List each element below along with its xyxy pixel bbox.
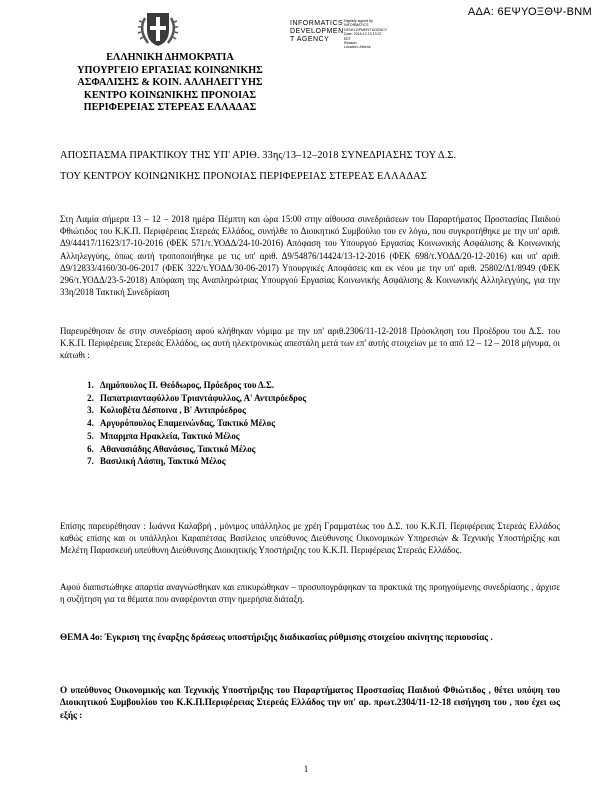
member-item: 2. Παπατριανταφύλλου Τριαντάφυλλος, Α' Αντιπρόεδρος bbox=[96, 392, 306, 405]
title-line-1: ΑΠΟΣΠΑΣΜΑ ΠΡΑΚΤΙΚΟΥ ΤΗΣ ΥΠ' ΑΡΙΘ. 33ης/13–12–2018 ΣΥΝΕΔΡΙΑΣΗΣ ΤΟΥ Δ.Σ. bbox=[60, 150, 457, 161]
officer-paragraph: Ο υπεύθυνος Οικονομικής και Τεχνικής Υποστήριξης του Παραρτήματος Προστασίας Παιδιού Φθιώτιδος , θέτει υπόψη του Διοικητικού Συμβουλίου του Κ.Κ.Π.Περιφέρειας Στερεάς Ελλάδος την υπ' αρ. πρωτ.2304/11-12-18 εισήγηση του , που έχει ως εξής : bbox=[60, 685, 560, 720]
stamp-line: Date: 2018.12.13 13:37 bbox=[344, 32, 382, 37]
agenda-topic bbox=[60, 631, 560, 643]
member-item: 7. Βασιλική Λάσπη, Τακτικό Μέλος bbox=[96, 455, 306, 468]
quorum-paragraph: Αφού διαπιστώθηκε απαρτία αναγνώσθηκαν και επικυρώθηκαν – προσυπογράφηκαν τα πρακτικά της προηγούμενης συνεδρίασης , άρχισε η συζήτηση για τα θέματα που αναφέρονται στην ημερήσια διάταξη. bbox=[60, 582, 560, 605]
stamp-label-line: T AGENCY bbox=[290, 36, 330, 43]
stamp-line: DEVELOPMENT AGENCY bbox=[344, 27, 388, 32]
stamp-line: Reason: bbox=[344, 41, 358, 46]
member-item: 1. Δημόπουλος Π. Θεόδωρος, Πρόεδρος του Δ.Σ. bbox=[96, 379, 306, 392]
topic-text: Έγκριση της έναρξης δράσεως υποστήριξης διαδικασίας ρύθμισης στοιχείου ακίνητης περιουσίας . bbox=[104, 632, 493, 642]
header-line: ΑΣΦΑΛΙΣΗΣ & ΚΟΙΝ. ΑΛΛΗΛΕΓΓΥΗΣ bbox=[77, 77, 263, 88]
header-line: ΥΠΟΥΡΓΕΙΟ ΕΡΓΑΣΙΑΣ ΚΟΙΝΩΝΙΚΗΣ bbox=[77, 64, 263, 76]
page-number: 1 bbox=[303, 764, 309, 774]
header-line: ΠΕΡΙΦΕΡΕΙΑΣ ΣΤΕΡΕΑΣ ΕΛΛΑΔΑΣ bbox=[83, 102, 257, 113]
signature-stamp-label bbox=[290, 20, 344, 44]
topic-label: ΘΕΜΑ 4ο: bbox=[60, 632, 103, 642]
document-title bbox=[60, 150, 560, 192]
members-list bbox=[78, 379, 306, 468]
stamp-line: INFORMATICS bbox=[344, 23, 369, 28]
stamp-label-line: INFORMATICS bbox=[290, 20, 344, 27]
stamp-label-line: DEVELOPMEN bbox=[290, 28, 344, 35]
also-present-paragraph: Επίσης παρευρέθησαν : Ιωάννα Καλαβρή , μόνιμος υπάλληλος με χρέη Γραμματέως του Δ.Σ. του Κ.Κ.Π. Περιφέρειας Στερεάς Ελλάδος καθώς επίσης και οι υπάλληλοι Καραπέτσας Βασίλειος υπεύθυνος Διεύθυνσης Οικονομικών Υπηρεσιών & Τεχνικής Υποστήριξης και Μελέτη Παρασκευή υπεύθυνη Διεύθυνσης Διοικητικής Υποστήριξης του Κ.Κ.Π. Περιφέρειας Στερεάς Ελλάδος. bbox=[60, 521, 560, 556]
member-item: 6. Αθανασιάδης Αθανάσιος, Τακτικό Μέλος bbox=[96, 443, 306, 456]
attendance-paragraph: Παρευρέθησαν δε στην συνεδρίαση αφού κλήθηκαν νόμιμα με την υπ' αριθ.2306/11-12-2018 Πρόσκληση του Προέδρου του Δ.Σ. του Κ.Κ.Π. Περιφέρειας Στερεάς Ελλάδος, ως αυτή ηλεκτρονικώς απεστάλη μετά των επ' αυτής στοιχείων με το από 12 – 12 – 2018 μήνυμα, οι κάτωθι : bbox=[60, 326, 560, 361]
stamp-line: EET bbox=[344, 36, 351, 41]
organization-header bbox=[60, 52, 280, 115]
member-item: 3. Κολιοβέτα Δέσποινα , Β' Αντιπρόεδρος bbox=[96, 404, 306, 417]
signature-stamp-details bbox=[344, 19, 387, 50]
stamp-line: Location: Athens bbox=[344, 45, 371, 50]
header-line: ΚΕΝΤΡΟ ΚΟΙΝΩΝΙΚΗΣ ΠΡΟΝΟΙΑΣ bbox=[83, 89, 257, 101]
member-item: 4. Αργυρόπουλος Επαμεινώνδας, Τακτικό Μέλος bbox=[96, 417, 306, 430]
ada-code: ΑΔΑ: 6ΕΨΥΟΞΘΨ-ΒΝΜ bbox=[467, 6, 592, 18]
header-line: ΕΛΛΗΝΙΚΗ ΔΗΜΟΚΡΑΤΙΑ bbox=[106, 52, 234, 63]
title-line-2: ΤΟΥ ΚΕΝΤΡΟΥ ΚΟΙΝΩΝΙΚΗΣ ΠΡΟΝΟΙΑΣ ΠΕΡΙΦΕΡΕΙΑΣ ΣΤΕΡΕΑΣ ΕΛΛΑΔΑΣ bbox=[60, 171, 427, 182]
stamp-line: Digitally signed by bbox=[344, 19, 373, 23]
greek-emblem-icon bbox=[136, 10, 180, 48]
member-item: 5. Μπαρμπα Ηρακλεία, Τακτικό Μέλος bbox=[96, 430, 306, 443]
intro-paragraph: Στη Λαμία σήμερα 13 – 12 – 2018 ημέρα Πέμπτη και ώρα 15:00 στην αίθουσα συνεδριάσεων του Παραρτήματος Προστασίας Παιδιού Φθιώτιδος του Κ.Κ.Π. Περιφέρειας Στερεάς Ελλάδος, συνήλθε το Διοικητικό Συμβούλιο του εν λόγω, που συγκροτήθηκε με την υπ' αριθ. Δ9/44417/11623/17-10-2016 (ΦΕΚ 571/τ.ΥΟΔΔ/24-10-2016) Απόφαση του Υπουργού Εργασίας Κοινωνικής Ασφάλισης & Κοινωνικής Αλληλεγγύης, όπως αυτή τροποποιήθηκε με τις υπ' αριθ. Δ9/54876/14424/13-12-2016 (ΦΕΚ 698/τ.ΥΟΔΔ/20-12-2016) και υπ' αριθ. Δ9/12833/4160/30-06-2017 (ΦΕΚ 322/τ.ΥΟΔΔ/30-06-2017) Υπουργικές Αποφάσεις και εκ νέου με την υπ' αριθ. 25802/Δ1/8949 (ΦΕΚ 296/τ.ΥΟΔΔ/23-5-2018) Απόφαση της Αναπληρώτριας Υπουργού Εργασίας Κοινωνικής Ασφάλισης & Κοινωνικής Αλληλεγγύης, για την 33η/2018 Τακτική Συνεδρίαση bbox=[60, 214, 560, 298]
